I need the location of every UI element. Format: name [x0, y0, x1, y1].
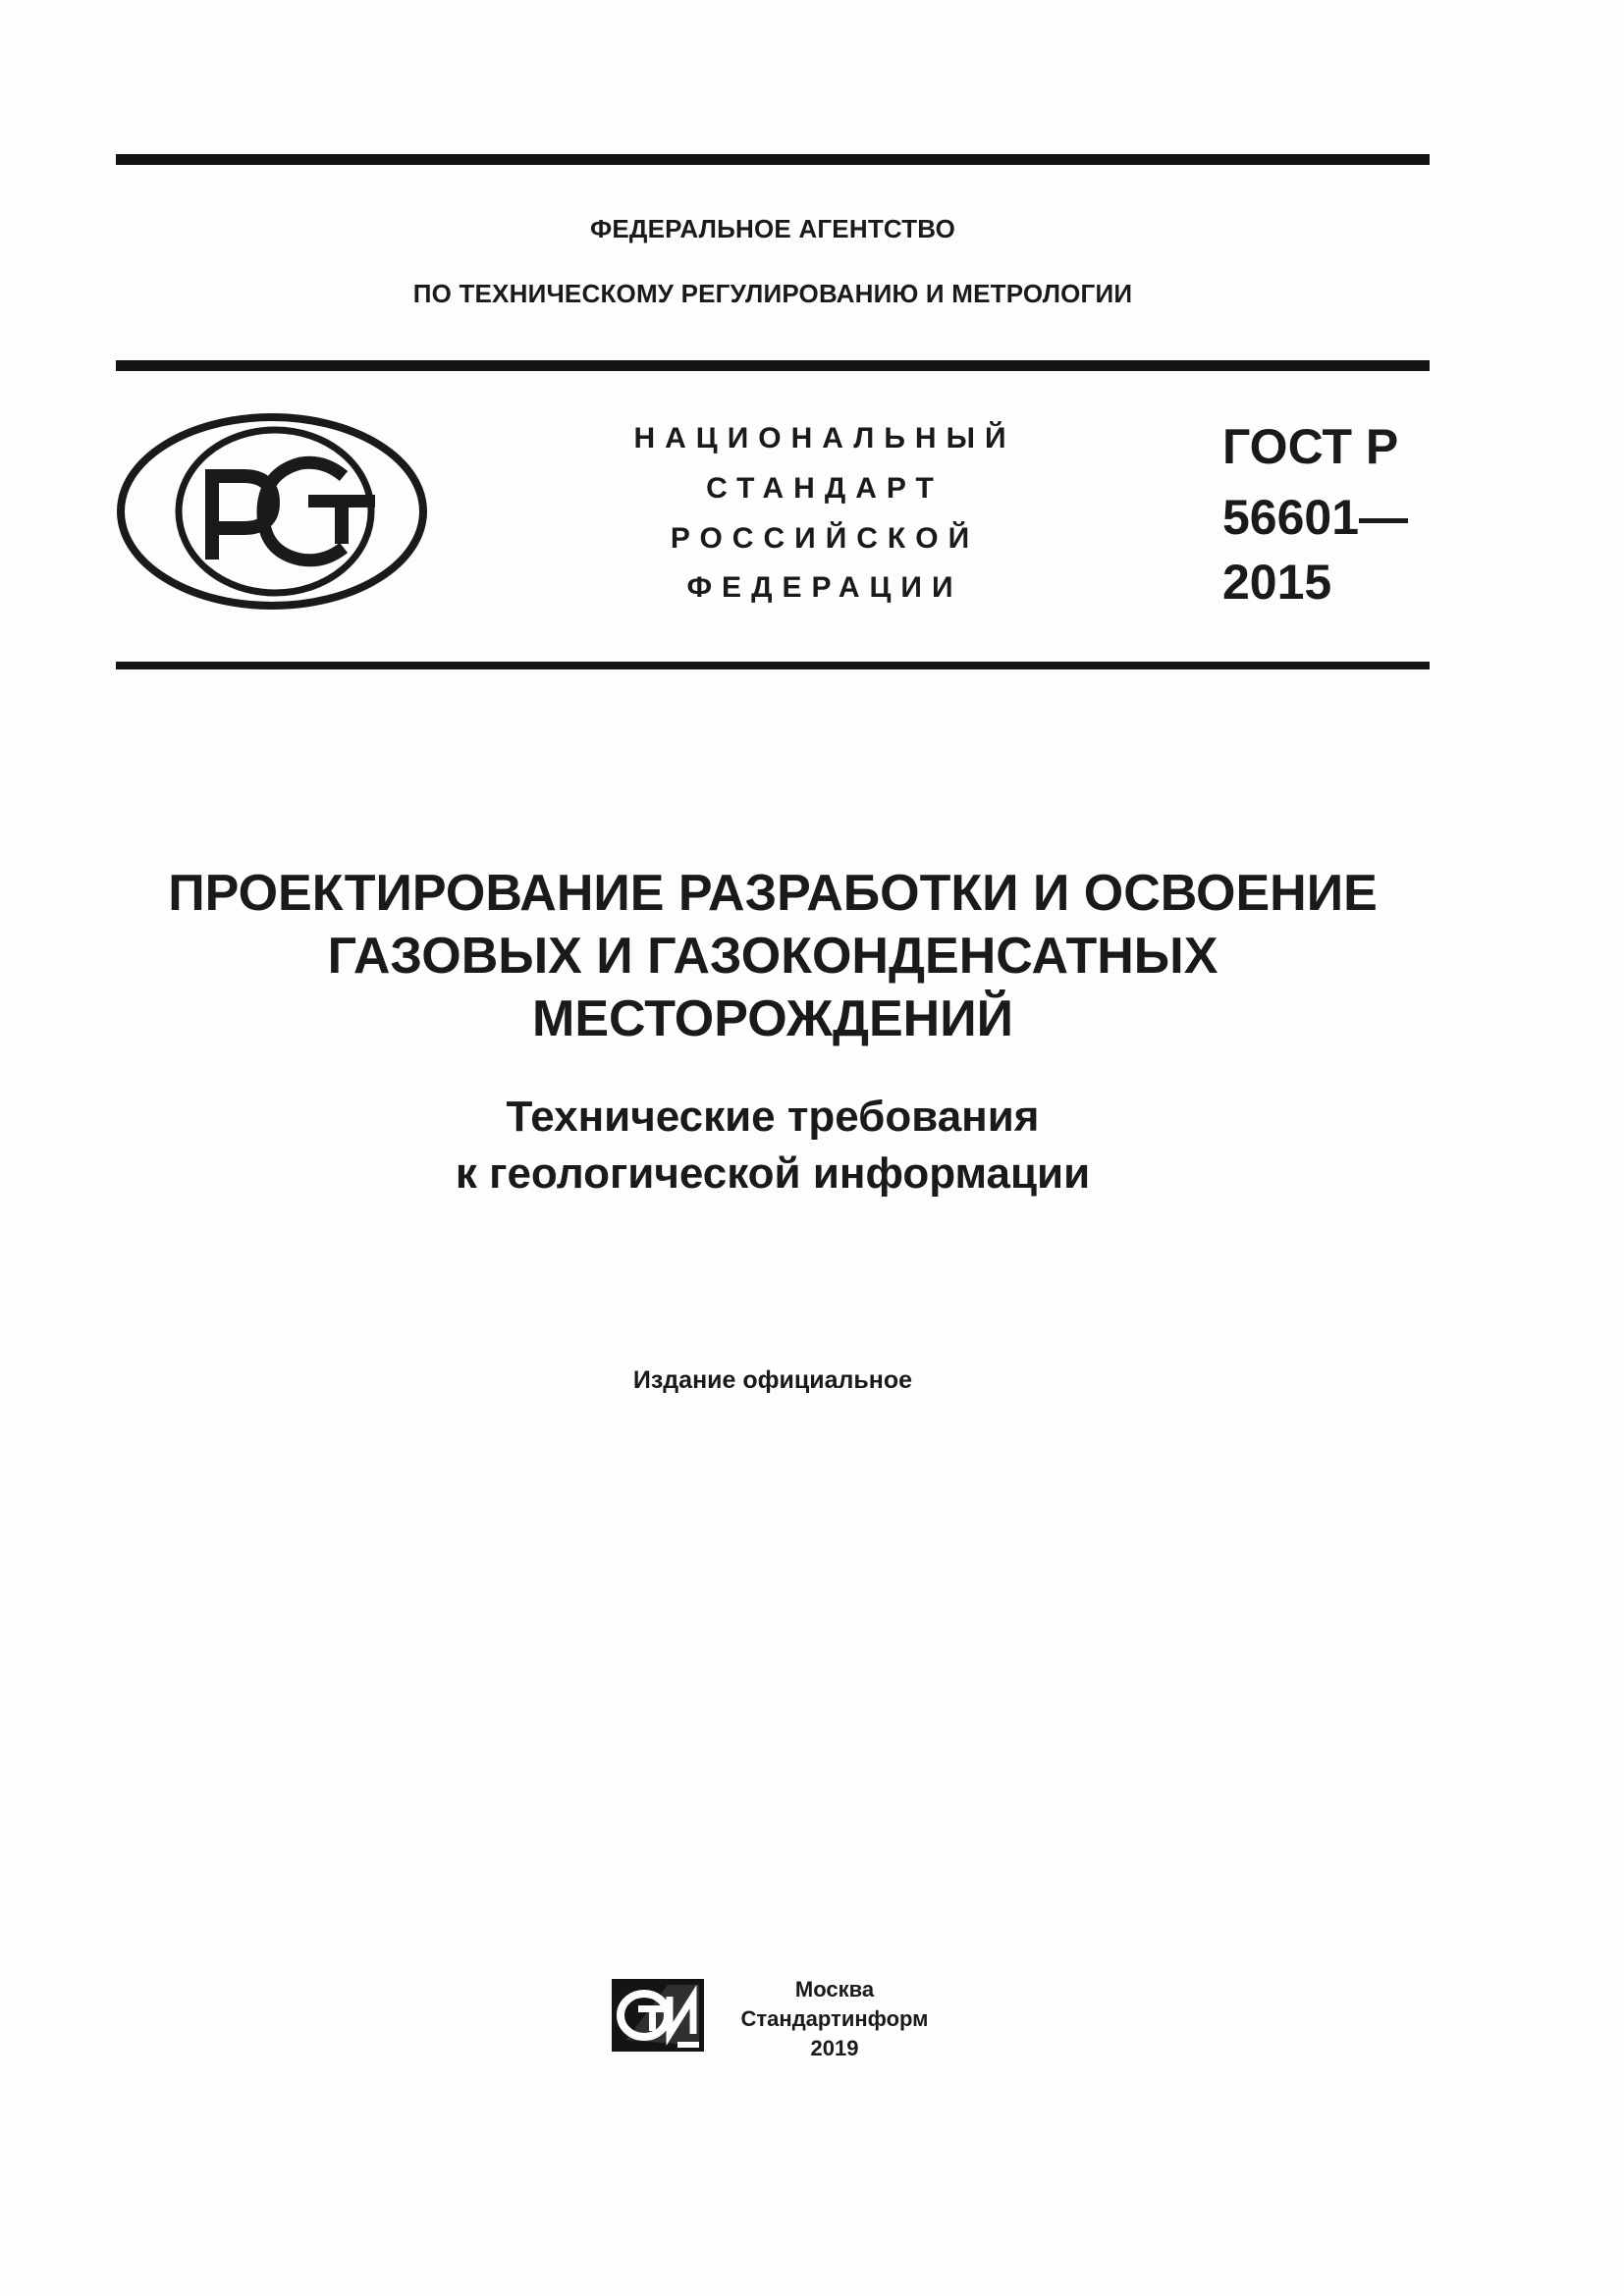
- title-line-3: МЕСТОРОЖДЕНИЙ: [532, 990, 1013, 1047]
- edition-note: Издание официальное: [632, 1366, 913, 1394]
- subtitle-line-1: Технические требования: [506, 1093, 1040, 1141]
- publisher-year: 2019: [810, 2036, 859, 2060]
- bottom-rule: [116, 662, 1430, 669]
- gost-r-logo: [116, 412, 428, 611]
- national-line-4: ФЕДЕРАЦИИ: [686, 571, 963, 604]
- agency-line-1: ФЕДЕРАЛЬНОЕ АГЕНТСТВО: [589, 214, 956, 243]
- gost-designation-line-2: 56601—: [1222, 490, 1409, 545]
- national-line-3: РОССИЙСКОЙ: [670, 522, 980, 555]
- subtitle-line-2: к геологической информации: [455, 1149, 1091, 1198]
- publisher-city: Москва: [794, 1977, 875, 2002]
- gost-designation-line-1: ГОСТ Р: [1222, 419, 1399, 474]
- national-line-2: СТАНДАРТ: [706, 472, 944, 505]
- national-line-1: НАЦИОНАЛЬНЫЙ: [633, 422, 1016, 454]
- title-line-2: ГАЗОВЫХ И ГАЗОКОНДЕНСАТНЫХ: [327, 928, 1218, 985]
- header-rule: [116, 360, 1430, 371]
- publisher-name: Стандартинформ: [740, 2006, 929, 2031]
- standartinform-logo: [611, 1979, 705, 2052]
- top-rule: [116, 154, 1430, 165]
- gost-designation-line-3: 2015: [1222, 555, 1332, 610]
- title-line-1: ПРОЕКТИРОВАНИЕ РАЗРАБОТКИ И ОСВОЕНИЕ: [168, 865, 1378, 922]
- agency-line-2: ПО ТЕХНИЧЕСКОМУ РЕГУЛИРОВАНИЮ И МЕТРОЛОГИИ: [412, 279, 1133, 308]
